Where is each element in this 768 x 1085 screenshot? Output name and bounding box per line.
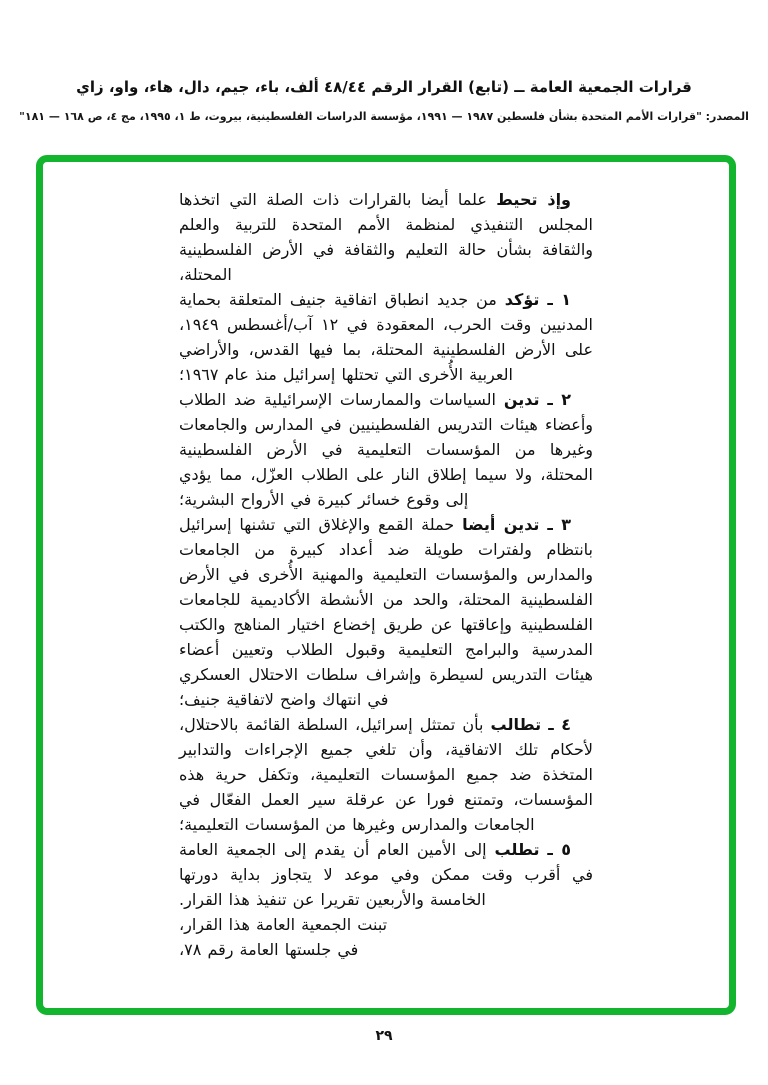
- page-number: ٢٩: [375, 1028, 393, 1044]
- paragraph-text: بأن تمتثل إسرائيل، السلطة القائمة بالاحتلال، لأحكام تلك الاتفاقية، وأن تلغي جميع الإجراءات والتدابير المتخذة ضد جميع المؤسسات التعليمية، وتكفل حرية هذه المؤسسات، وتمتنع فورا عن عرقلة سير العمل الفعّال في الجامعات والمدارس وغيرها من المؤسسات التعليمية؛: [179, 715, 593, 834]
- paragraph-lead: تؤكد: [504, 290, 540, 309]
- preamble-text: علما أيضا بالقرارات ذات الصلة التي اتخذها المجلس التنفيذي لمنظمة الأمم المتحدة للتربية والعلم والثقافة بشأن حالة التعليم والثقافة في الأرض الفلسطينية المحتلة،: [179, 190, 593, 284]
- paragraph-lead: تطلب: [494, 840, 540, 859]
- paragraph-number: ٣ ـ: [547, 515, 572, 534]
- header-title: قرارات الجمعية العامة ــ (تابع) القرار الرقم ٤٨/٤٤ ألف، باء، جيم، دال، هاء، واو، زاي: [76, 78, 692, 96]
- paragraph-text: حملة القمع والإغلاق التي تشنها إسرائيل بانتظام ولفترات طويلة ضد أعداد كبيرة من الجامعات والمدارس والمؤسسات التعليمية والمهنية الأُخرى في الأرض الفلسطينية المحتلة، والحد من الأنشطة الأكاديمية للجامعات الفلسطينية وإعاقتها عن طريق إخضاع اختيار المناهج والكتب المدرسية والبرامج التعليمية وقبول الطلاب وتعيين أعضاء هيئات التدريس لسيطرة وإشراف سلطات الاحتلال العسكري في انتهاك واضح لاتفاقية جنيف؛: [179, 515, 593, 709]
- preamble-lead: وإذ تحيط: [496, 190, 571, 209]
- paragraph-lead: تطالب: [490, 715, 542, 734]
- green-document-frame: [36, 155, 736, 1015]
- paragraph-text: من جديد انطباق اتفاقية جنيف المتعلقة بحماية المدنيين وقت الحرب، المعقودة في ١٢ آب/أغسطس ١٩٤٩، على الأرض الفلسطينية المحتلة، بما فيها القدس، والأراضي العربية الأُخرى التي تحتلها إسرائيل منذ عام ١٩٦٧؛: [179, 290, 593, 384]
- adoption-note: تبنت الجمعية العامة هذا القرار،: [179, 915, 388, 934]
- preamble-paragraph: [179, 187, 593, 287]
- paragraph-number: ١ ـ: [547, 290, 571, 309]
- paragraph-lead: تدين أيضا: [462, 515, 540, 534]
- running-head: [0, 76, 768, 124]
- paragraph-lead: تدين: [503, 390, 540, 409]
- operative-paragraph-5: [179, 837, 593, 912]
- operative-paragraph-4: [179, 712, 593, 837]
- paragraph-number: ٢ ـ: [547, 390, 571, 409]
- resolution-body: [179, 187, 593, 962]
- operative-paragraph-3: [179, 512, 593, 712]
- header-source-line: المصدر: "قرارات الأمم المتحدة بشأن فلسطين ١٩٨٧ — ١٩٩١، مؤسسة الدراسات الفلسطينية، بيروت، ط ١، ١٩٩٥، مج ٤، ص ١٦٨ — ١٨١": [19, 110, 749, 123]
- paragraph-text: إلى الأمين العام أن يقدم إلى الجمعية العامة في أقرب وقت ممكن وفي موعد لا يتجاوز بداية دورتها الخامسة والأربعين تقريرا عن تنفيذ هذا القرار.: [179, 840, 593, 909]
- paragraph-text: السياسات والممارسات الإسرائيلية ضد الطلاب وأعضاء هيئات التدريس الفلسطينيين في المدارس والجامعات وغيرها من المؤسسات التعليمية في الأرض الفلسطينية المحتلة، ولا سيما إطلاق النار على الطلاب العزّل، مما يؤدي إلى وقوع خسائر كبيرة في الأرواح البشرية؛: [179, 390, 593, 509]
- session-note: في جلستها العامة رقم ٧٨،: [179, 940, 359, 959]
- paragraph-number: ٥ ـ: [547, 840, 572, 859]
- operative-paragraph-2: [179, 387, 593, 512]
- operative-paragraph-1: [179, 287, 593, 387]
- paragraph-number: ٤ ـ: [548, 715, 572, 734]
